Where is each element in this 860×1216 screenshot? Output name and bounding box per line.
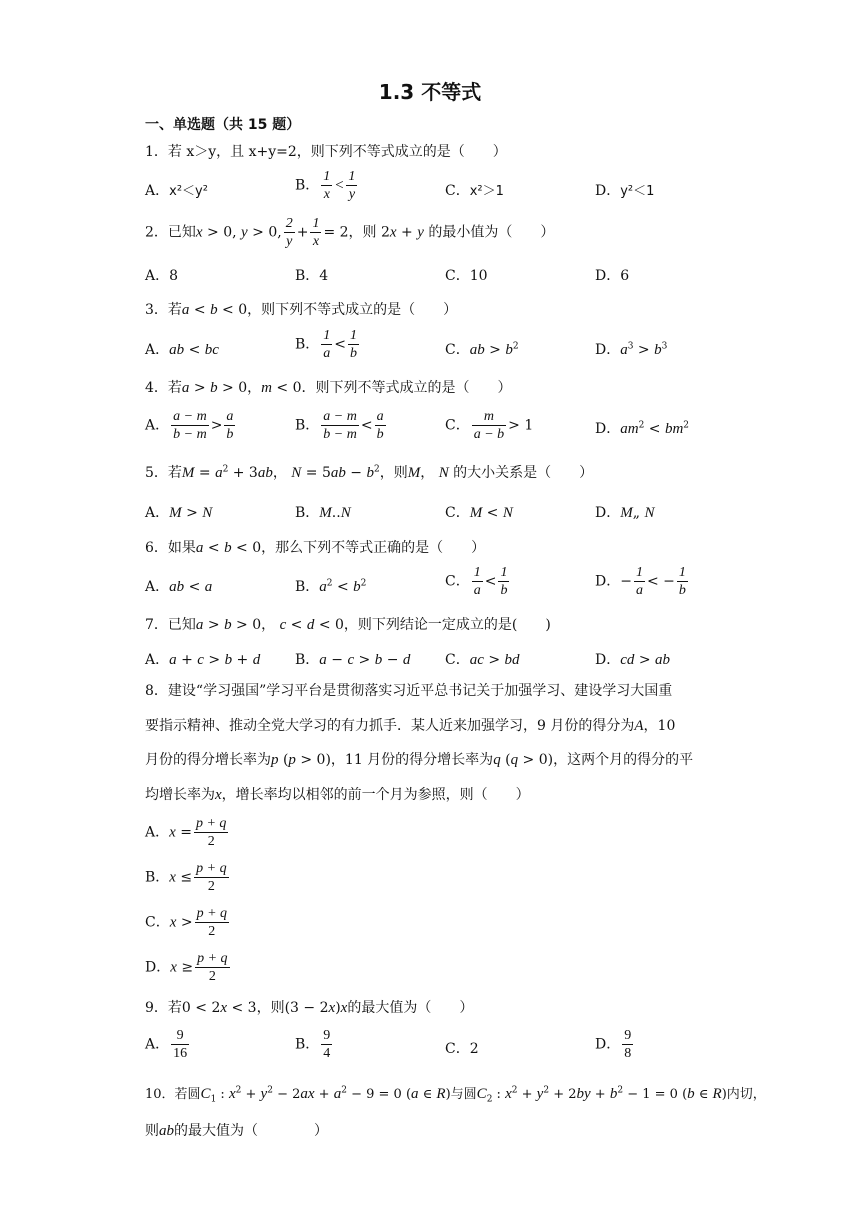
q8-option-a: A．x = $\frac{p + q}{2}$ — [145, 816, 227, 849]
question-10-line-2: 则ab的最大值为（ ） — [145, 1123, 328, 1139]
q8-option-b: B．x ≤ $\frac{p + q}{2}$ — [145, 861, 227, 894]
q4-option-b: B． $\frac{a - m}{b - m}$ < $\frac{a}{b}$ — [295, 409, 384, 442]
q6-option-a: A．ab < a — [145, 579, 213, 595]
q7-option-b: B．a − c > b − d — [295, 652, 411, 668]
question-1: 1．若 x＞y，且 x+y=2，则下列不等式成立的是（ ） — [145, 144, 507, 160]
question-5: 5．若$M = a^2 + 3ab$， $N = 5ab - b^2$，则M， N 的大小关系是（ ） — [145, 464, 594, 481]
q2-option-c: C．10 — [445, 268, 488, 284]
q1-option-b: B． $\frac{1}{x}$ < $\frac{1}{y}$ — [295, 169, 356, 202]
question-6: 6．如果a < b < 0，那么下列不等式正确的是（ ） — [145, 540, 486, 556]
question-10: 10．若圆$C_1$ : $x^2 + y^2 - 2ax + a^2 - 9 = 0$ (a ∈ R)与圆$C_2$ : $x^2 + y^2 + 2by + b^2 - 1 = 0$ (b ∈ R)内切， — [145, 1085, 766, 1105]
question-7: 7．已知a > b > 0， c < d < 0，则下列结论一定成立的是( ) — [145, 617, 551, 633]
section-heading: 一、单选题（共 15 题） — [145, 117, 301, 133]
q3-option-c: C．ab > $b^2$ — [445, 341, 519, 358]
question-2: 2．已知x > 0, y > 0, $\frac{2}{y}$ + $\frac{1}{x}$ = 2，则 2x + y 的最小值为（ ） — [145, 216, 555, 249]
q3-option-d: D．$a^3 > b^3$ — [595, 341, 668, 358]
q9-option-d: D． $\frac{9}{8}$ — [595, 1028, 632, 1061]
q1-option-d: D．y²＜1 — [595, 183, 655, 199]
q7-option-d: D．cd > ab — [595, 652, 671, 668]
q2-option-a: A．8 — [145, 268, 179, 284]
q5-option-d: D．M„ N — [595, 505, 655, 521]
q8-option-d: D．x ≥ $\frac{p + q}{2}$ — [145, 951, 228, 984]
q7-option-a: A．a + c > b + d — [145, 652, 261, 668]
q7-option-c: C．ac > bd — [445, 652, 520, 668]
q2-option-b: B．4 — [295, 268, 329, 284]
q3-option-a: A．ab < bc — [145, 342, 219, 358]
q3-option-b: B． $\frac{1}{a}$ < $\frac{1}{b}$ — [295, 328, 358, 361]
q5-option-a: A．M > N — [145, 505, 213, 521]
q9-option-c: C．2 — [445, 1041, 479, 1057]
q6-option-b: B．$a^2 < b^2$ — [295, 578, 367, 595]
q9-option-b: B． $\frac{9}{4}$ — [295, 1028, 331, 1061]
question-3: 3．若a < b < 0，则下列不等式成立的是（ ） — [145, 302, 458, 318]
q6-option-c: C． $\frac{1}{a}$ < $\frac{1}{b}$ — [445, 565, 508, 598]
q2-option-d: D．6 — [595, 268, 630, 284]
q8-option-c: C．x > $\frac{p + q}{2}$ — [145, 906, 228, 939]
page-title: 1.3 不等式 — [378, 80, 482, 104]
q5-option-c: C．M < N — [445, 505, 513, 521]
q4-option-a: A． $\frac{a - m}{b - m}$ > $\frac{a}{b}$ — [145, 409, 234, 442]
q1-option-a: A．x²＜y² — [145, 183, 208, 199]
q4-option-d: D．$am^2 < bm^2$ — [595, 420, 690, 437]
q6-option-d: D．− $\frac{1}{a}$ < − $\frac{1}{b}$ — [595, 565, 686, 598]
question-4: 4．若a > b > 0，m < 0．则下列不等式成立的是（ ） — [145, 380, 512, 396]
question-9: 9．若0 < 2x < 3，则(3 − 2x)x的最大值为（ ） — [145, 1000, 474, 1016]
question-8: 8．建设“学习强国”学习平台是贯彻落实习近平总书记关于加强学习、建设学习大国重 要指示精神、推动全党大学习的有力抓手．某人近来加强学习，9 月份的得分为A，10 月份的得分增长率为p (p > 0)，11 月份的得分增长率为q (q > 0)，这两个月的得分的平 均增长率为x，增长率均以相邻的前一个月为参照，则（ ） — [145, 683, 694, 803]
q5-option-b: B．M..N — [295, 505, 351, 521]
q1-option-c: C．x²＞1 — [445, 183, 504, 199]
q9-option-a: A． $\frac{9}{16}$ — [145, 1028, 188, 1061]
q4-option-c: C． $\frac{m}{a - b}$ > 1 — [445, 409, 534, 442]
